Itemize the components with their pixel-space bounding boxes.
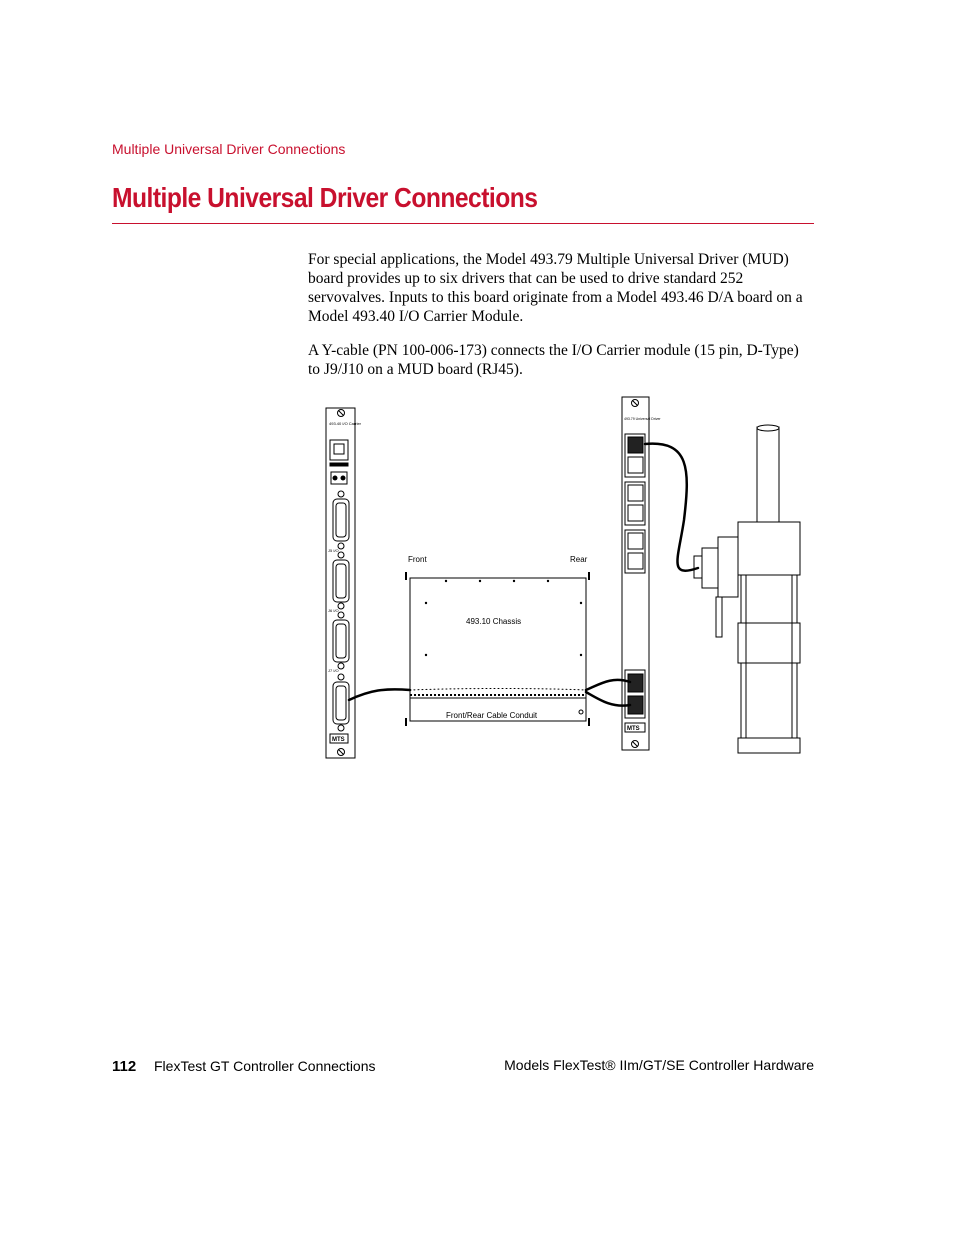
label-rear: Rear (570, 555, 588, 564)
chassis (406, 572, 589, 726)
dsub-connector-2 (333, 552, 349, 609)
io-port-label-j6: J6 I/O (328, 608, 339, 613)
io-carrier-module (326, 408, 355, 758)
dsub-connector-3 (333, 612, 349, 669)
ycable-paragraph: A Y-cable (PN 100-006-173) connects the I/O Carrier module (15 pin, D-Type) to J9/J10 on a MUD board (RJ45). (308, 342, 799, 378)
dsub-connector-1 (333, 491, 349, 549)
mud-board (622, 397, 649, 750)
label-chassis: 493.10 Chassis (466, 617, 522, 626)
footer-section: FlexTest GT Controller Connections (154, 1058, 376, 1074)
io-port-label-j5: J5 I/O (328, 548, 339, 553)
io-module-logo: MTS (332, 737, 345, 743)
intro-paragraph: For special applications, the Model 493.79 Multiple Universal Driver (MUD) board provides up to six drivers that can be used to drive standard 252 servovalves. Inputs to this board originate from a Model 493.46 D/A board on a Model 493.40 I/O Carrier Module. (308, 251, 803, 325)
label-conduit: Front/Rear Cable Conduit (446, 711, 538, 720)
dsub-connector-4-cabled (333, 674, 349, 731)
page-title: Multiple Universal Driver Connections (112, 182, 538, 213)
io-port-label-j7: J7 I/O (328, 668, 339, 673)
mud-board-logo: MTS (627, 726, 640, 732)
title-rule (112, 223, 814, 224)
page-number: 112 (112, 1058, 137, 1075)
io-module-title: 493.40 I/O Carrier (329, 421, 362, 426)
breadcrumb[interactable]: Multiple Universal Driver Connections (112, 141, 346, 157)
connection-diagram (300, 396, 820, 768)
mud-board-title: 493.79 Universal Driver (624, 417, 661, 421)
actuator (694, 425, 800, 753)
footer-manual: Models FlexTest® IIm/GT/SE Controller Hardware (504, 1057, 814, 1073)
label-front: Front (408, 555, 427, 564)
